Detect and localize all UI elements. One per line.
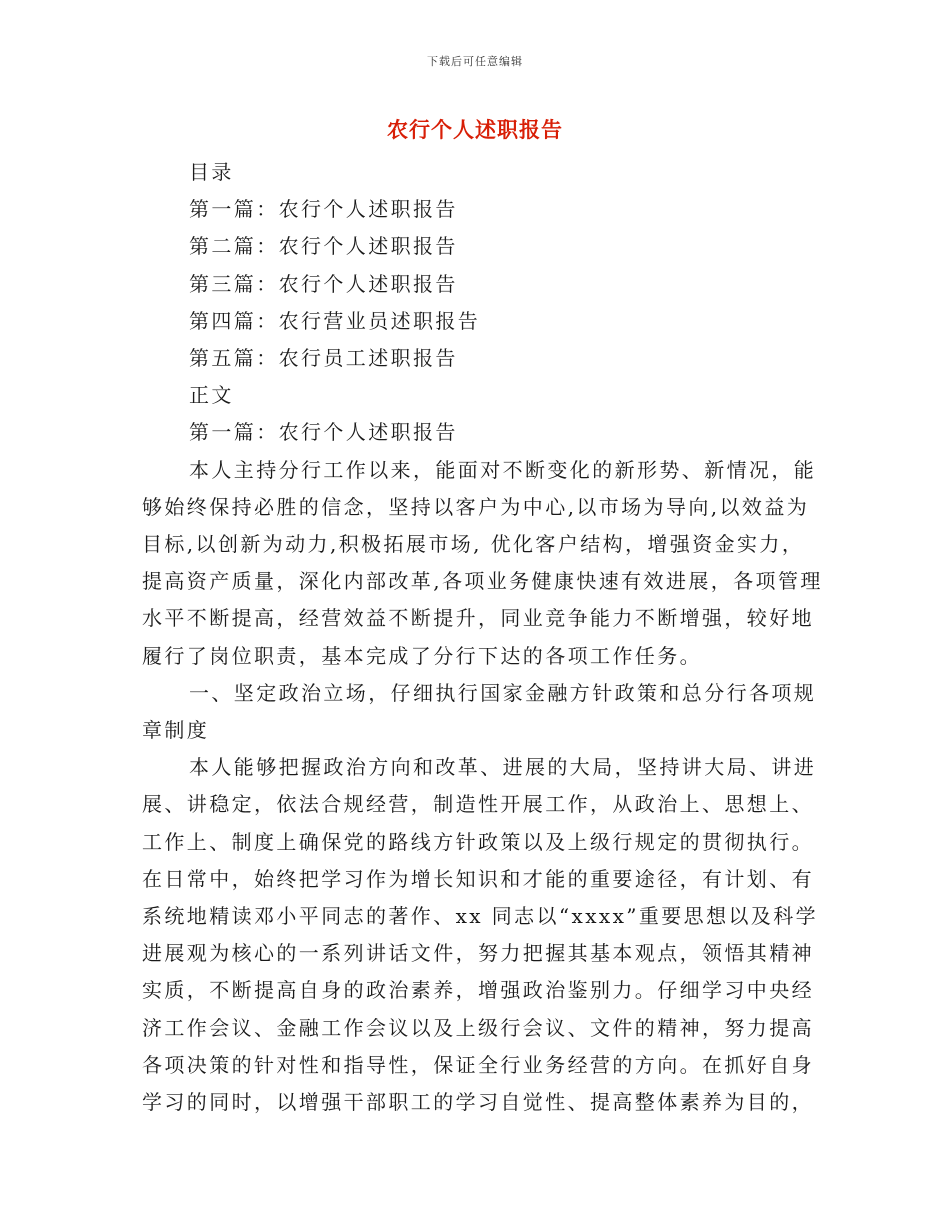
- paragraph-line: 水平不断提高，经营效益不断提升，同业竞争能力不断增强，较好地: [142, 606, 814, 631]
- paragraph-line: 提高资产质量，深化内部改革,各项业务健康快速有效进展，各项管理: [142, 569, 823, 594]
- paragraph-line: 学习的同时，以增强干部职工的学习自觉性、提高整体素养为目的，: [142, 1090, 814, 1115]
- main-heading: 正文: [189, 383, 234, 408]
- document-title: 农行个人述职报告: [387, 117, 563, 142]
- paragraph-line: 履行了岗位职责，基本完成了分行下达的各项工作任务。: [142, 643, 702, 668]
- document-body: [142, 154, 823, 1121]
- paragraph-line: 各项决策的针对性和指导性，保证全行业务经营的方向。在抓好自身: [142, 1052, 814, 1077]
- paragraph-line: 够始终保持必胜的信念，坚持以客户为中心,以市场为导向,以效益为: [142, 494, 810, 519]
- paragraph-line: 实质，不断提高自身的政治素养，增强政治鉴别力。仔细学习中央经: [142, 978, 814, 1003]
- toc-item: 第三篇：农行个人述职报告: [189, 271, 458, 296]
- paragraph-line: 工作上、制度上确保党的路线方针政策以及上级行规定的贯彻执行。: [142, 829, 814, 854]
- paragraph-line: 在日常中，始终把学习作为增长知识和才能的重要途径，有计划、有: [142, 866, 814, 891]
- paragraph-line: 本人主持分行工作以来，能面对不断变化的新形势、新情况，能: [189, 457, 817, 482]
- toc-item: 第二篇：农行个人述职报告: [189, 234, 458, 259]
- section-title: 第一篇：农行个人述职报告: [189, 420, 458, 445]
- paragraph-line: 济工作会议、金融工作会议以及上级行会议、文件的精神，努力提高: [142, 1015, 814, 1040]
- toc-item: 第五篇：农行员工述职报告: [189, 346, 458, 371]
- paragraph-line: 展、讲稳定，依法合规经营，制造性开展工作，从政治上、思想上、: [142, 792, 814, 817]
- point-heading-line: 章制度: [142, 718, 210, 743]
- paragraph-line: 进展观为核心的一系列讲话文件，努力把握其基本观点，领悟其精神: [142, 941, 814, 966]
- toc-item: 第四篇：农行营业员述职报告: [189, 308, 481, 333]
- toc-item: 第一篇：农行个人述职报告: [189, 197, 458, 222]
- toc-heading: 目录: [189, 160, 234, 184]
- page-header-note: 下载后可任意编辑: [427, 55, 523, 68]
- point-heading-line: 一、坚定政治立场，仔细执行国家金融方针政策和总分行各项规: [189, 680, 817, 705]
- paragraph-line: 本人能够把握政治方向和改革、进展的大局，坚持讲大局、讲进: [189, 755, 817, 780]
- paragraph-line: 系统地精读邓小平同志的著作、xx 同志以“xxxx”重要思想以及科学: [142, 904, 819, 929]
- paragraph-line: 目标,以创新为动力,积极拓展市场, 优化客户结构，增强资金实力，: [142, 532, 805, 557]
